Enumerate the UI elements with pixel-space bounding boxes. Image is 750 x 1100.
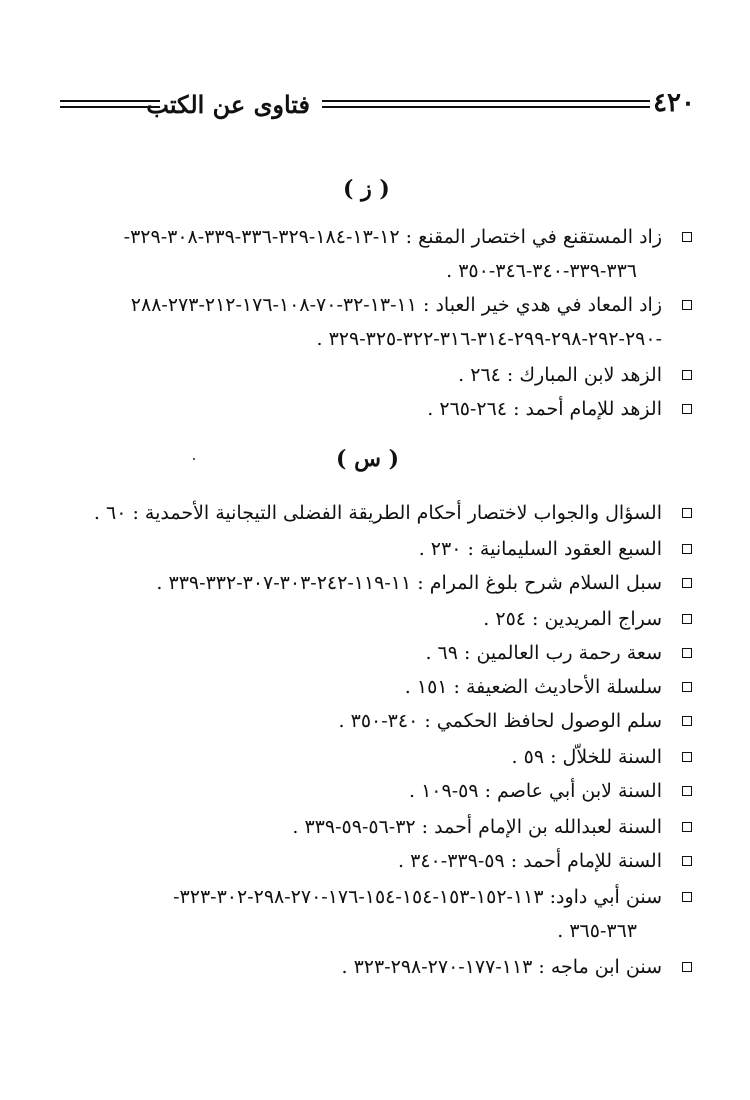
bullet-square-icon — [682, 716, 692, 726]
bullet-square-icon — [682, 508, 692, 518]
bullet-square-icon — [682, 856, 692, 866]
bullet-square-icon — [682, 786, 692, 796]
bullet-square-icon — [682, 544, 692, 554]
entry-text: السنة للخلاّل : ٥٩ . — [511, 746, 662, 768]
index-entry — [483, 606, 662, 632]
bullet-square-icon — [682, 300, 692, 310]
entry-text: زاد المعاد في هدي خير العباد : ١١-١٣-٣٢-٧٠-١٠٨-١٧٦-٢١٢-٢٧٣-٢٨٨ — [130, 294, 662, 316]
index-entry — [405, 674, 662, 700]
bullet-square-icon — [682, 892, 692, 902]
section-heading-seen: ( س ) — [336, 446, 399, 472]
page-header — [60, 88, 695, 120]
header-rule-left — [60, 100, 160, 108]
entry-text: السنة لعبدالله بن الإمام أحمد : ٣٢-٥٦-٥٩-٣٣٩ . — [292, 816, 662, 838]
index-entry — [419, 536, 662, 562]
bullet-square-icon — [682, 370, 692, 380]
bullet-square-icon — [682, 404, 692, 414]
index-entry — [339, 708, 662, 734]
entry-continuation: ٣٣٦-٣٣٩-٣٤٠-٣٤٦-٣٥٠ . — [446, 260, 637, 282]
entry-text: سلسلة الأحاديث الضعيفة : ١٥١ . — [404, 676, 662, 698]
entry-text: سلم الوصول لحافظ الحكمي : ٣٤٠-٣٥٠ . — [338, 710, 662, 732]
bullet-square-icon — [682, 648, 692, 658]
entry-continuation: ٣٦٣-٣٦٥ . — [557, 920, 637, 942]
index-entry — [512, 744, 662, 770]
entry-text: سنن أبي داود: ١١٣-١٥٢-١٥٣-١٥٤-١٥٤-١٧٦-٢٧٠-٢٩٨-٣٠٢-٣٢٣- — [173, 886, 662, 908]
bullet-square-icon — [682, 962, 692, 972]
bullet-square-icon — [682, 578, 692, 588]
bullet-square-icon — [682, 682, 692, 692]
running-title: فتاوى عن الكتب — [146, 90, 310, 119]
index-entry — [131, 292, 662, 318]
index-entry — [94, 500, 662, 526]
header-rule-right — [322, 100, 650, 108]
index-entry — [173, 884, 662, 910]
print-speck — [193, 458, 195, 460]
index-entry — [292, 814, 662, 840]
index-entry — [156, 570, 662, 596]
index-entry — [458, 362, 662, 388]
entry-text: السنة للإمام أحمد : ٥٩-٣٣٩-٣٤٠ . — [398, 850, 662, 872]
entry-text: سراج المريدين : ٢٥٤ . — [483, 608, 662, 630]
entry-text: سبل السلام شرح بلوغ المرام : ١١-١١٩-٢٤٢-٣٠٣-٣٠٧-٣٣٢-٣٣٩ . — [156, 572, 662, 594]
index-entry — [398, 848, 662, 874]
entry-text: سنن ابن ماجه : ١١٣-١٧٧-٢٧٠-٢٩٨-٣٢٣ . — [341, 956, 662, 978]
entry-text: السؤال والجواب لاختصار أحكام الطريقة الفضلى التيجانية الأحمدية : ٦٠ . — [93, 502, 662, 524]
index-entry — [427, 396, 662, 422]
entry-text: السنة لابن أبي عاصم : ٥٩-١٠٩ . — [409, 780, 662, 802]
index-entry — [341, 954, 662, 980]
entry-text: سعة رحمة رب العالمين : ٦٩ . — [425, 642, 662, 664]
entry-text: زاد المستقنع في اختصار المقنع : ١٢-١٣-١٨٤-٣٢٩-٣٣٦-٣٣٩-٣٠٨-٣٢٩- — [123, 226, 662, 248]
bullet-square-icon — [682, 822, 692, 832]
index-entry — [425, 640, 662, 666]
entry-text: الزهد للإمام أحمد : ٢٦٤-٢٦٥ . — [427, 398, 662, 420]
bullet-square-icon — [682, 752, 692, 762]
entry-text: السبع العقود السليمانية : ٢٣٠ . — [418, 538, 662, 560]
entry-continuation: -٢٩٠-٢٩٢-٢٩٨-٢٩٩-٣١٤-٣١٦-٣٢٢-٣٢٥-٣٢٩ . — [316, 328, 662, 350]
page-number: ٤٢٠ — [653, 88, 695, 118]
section-heading-zay: ( ز ) — [343, 176, 390, 202]
index-entry — [409, 778, 662, 804]
bullet-square-icon — [682, 614, 692, 624]
bullet-square-icon — [682, 232, 692, 242]
entry-text: الزهد لابن المبارك : ٢٦٤ . — [458, 364, 662, 386]
index-entry — [124, 224, 662, 250]
